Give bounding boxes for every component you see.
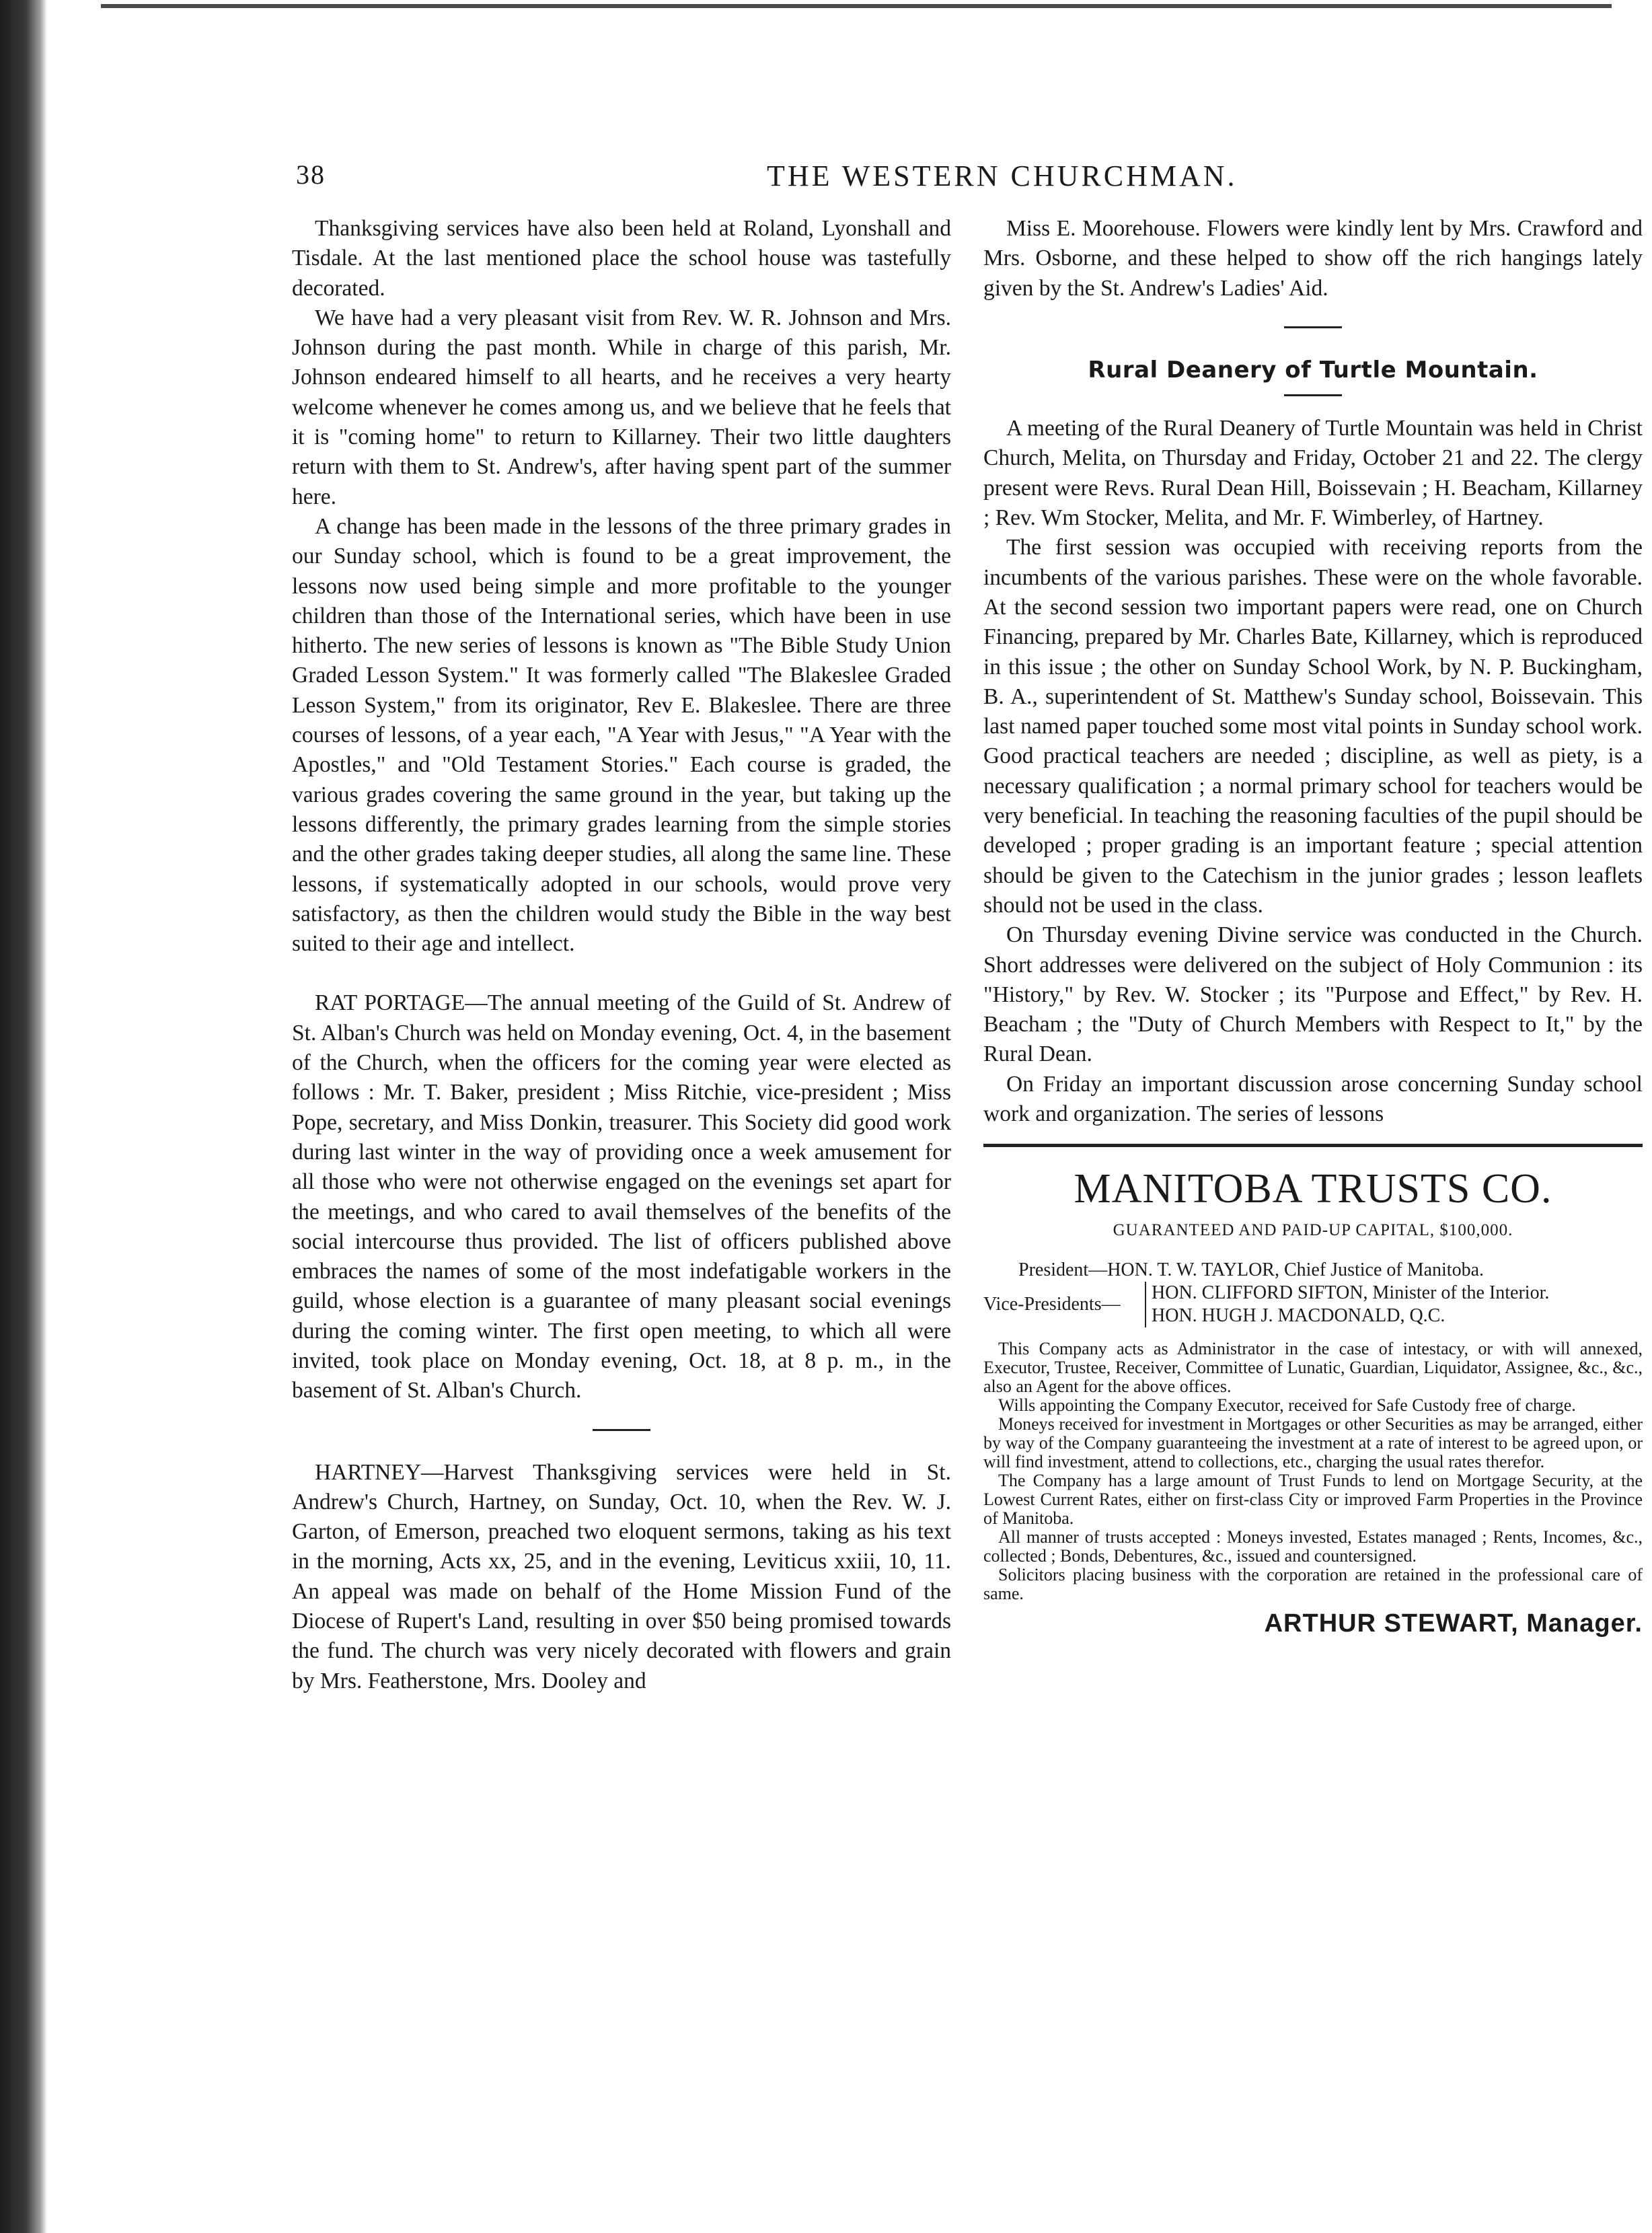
advertisement-president: President—HON. T. W. TAYLOR, Chief Justice of Manitoba. bbox=[1018, 1259, 1485, 1281]
running-head: THE WESTERN CHURCHMAN. bbox=[767, 159, 1238, 192]
advertisement-capital: GUARANTEED AND PAID-UP CAPITAL, $100,000. bbox=[1113, 1221, 1513, 1240]
top-scan-rule bbox=[101, 4, 1612, 8]
vice-presidents-list bbox=[1145, 1282, 1549, 1327]
left-column bbox=[292, 214, 951, 1696]
advertisement-rule bbox=[983, 1144, 1643, 1147]
paragraph-gap bbox=[292, 959, 951, 988]
section-separator bbox=[593, 1429, 650, 1431]
heading-rule bbox=[1284, 394, 1342, 396]
vice-presidents bbox=[983, 1282, 1643, 1327]
article-paragraph: On Thursday evening Divine service was conducted in the Church. Short addresses were delivered on the subject of Holy Communion : its "History," by Rev. W. Stocker ; its "Purpose and Effect," by Rev. H. Beacham ; the "Duty of Church Members with Respect to It," by the Rural Dean. bbox=[983, 922, 1643, 1067]
advertisement-paragraph: This Company acts as Administrator in the case of intestacy, or with will annexed, Executor, Trustee, Receiver, Committee of Lunatic, Guardian, Liquidator, Assignee, &c., &c., also an Agent for the above offices. bbox=[983, 1339, 1643, 1397]
advertisement-paragraph: Solicitors placing business with the corporation are retained in the professional care of same. bbox=[983, 1565, 1643, 1604]
article-paragraph: On Friday an important discussion arose concerning Sunday school work and organization. The series of lessons bbox=[983, 1071, 1643, 1127]
section-separator bbox=[1284, 326, 1342, 328]
article-paragraph: The first session was occupied with receiving reports from the incumbents of the various parishes. These were on the whole favorable. At the second session two important papers were read, one on Church Financing, prepared by Mr. Charles Bate, Killarney, which is reproduced in this issue ; the other on Sunday School Work, by N. P. Buckingham, B. A., superintendent of St. Matthew's Sunday school, Boissevain. This last named paper touched some most vital points in Sunday school work. Good practical teachers are needed ; discipline, as well as piety, is a necessary qualification ; a normal primary school for teachers would be very beneficial. In teaching the reasoning faculties of the pupil should be developed ; proper grading is an important feature ; special attention should be given to the Catechism in the junior grades ; lesson leaflets should not be used in the class. bbox=[983, 535, 1643, 918]
advertisement-body bbox=[983, 1340, 1643, 1603]
advertisement-paragraph: Moneys received for investment in Mortgages or other Securities as may be arranged, either by way of the Company guaranteeing the investment at a rate of interest to be agreed upon, or will find investment, attend to collections, etc., charging the usual rates therefor. bbox=[983, 1414, 1643, 1472]
vice-presidents-label: Vice-Presidents— bbox=[983, 1294, 1121, 1315]
page-number: 38 bbox=[296, 159, 326, 190]
advertisement-paragraph: Wills appointing the Company Executor, received for Safe Custody free of charge. bbox=[998, 1395, 1576, 1416]
right-column bbox=[983, 214, 1643, 1636]
hartney-report: HARTNEY—Harvest Thanksgiving services were held in St. Andrew's Church, Hartney, on Sunday, Oct. 10, when the Rev. W. J. Garton, of Emerson, preached two eloquent sermons, taking as his text in the morning, Acts xx, 25, and in the evening, Leviticus xxiii, 10, 11. An appeal was made on behalf of the Home Mission Fund of the Diocese of Rupert's Land, resulting in over $50 being promised towards the fund. The church was very nicely decorated with flowers and grain by Mrs. Featherstone, Mrs. Dooley and bbox=[292, 1459, 951, 1693]
page-header bbox=[296, 159, 1614, 199]
advertisement-manager: ARTHUR STEWART, Manager. bbox=[1264, 1609, 1643, 1638]
advertisement-paragraph: All manner of trusts accepted : Moneys invested, Estates managed ; Rents, Incomes, &c., collected ; Bonds, Debentures, &c., issued and countersigned. bbox=[983, 1527, 1643, 1566]
article-paragraph: A meeting of the Rural Deanery of Turtle Mountain was held in Christ Church, Melita, on Thursday and Friday, October 21 and 22. The clergy present were Revs. Rural Dean Hill, Boissevain ; H. Beacham, Killarney ; Rev. Wm Stocker, Melita, and Mr. F. Wimberley, of Hartney. bbox=[983, 416, 1643, 531]
article-paragraph: A change has been made in the lessons of the three primary grades in our Sunday school, which is found to be a great improvement, the lessons now used being simple and more profitable to the younger children than those of the International series, which have been in use hitherto. The new series of lessons is known as "The Bible Study Union Graded Lesson System." It was formerly called "The Blakeslee Graded Lesson System," from its originator, Rev E. Blakeslee. There are three courses of lessons, of a year each, "A Year with Jesus," "A Year with the Apostles," and "Old Testament Stories." Each course is graded, the various grades covering the same ground in the year, but taking up the lessons differently, the primary grades learning from the simple stories and the other grades taking deeper studies, all along the same line. These lessons, if systematically adopted in our schools, would prove very satisfactory, as then the children would study the Bible in the way best suited to their age and intellect. bbox=[292, 513, 951, 957]
article-paragraph: Thanksgiving services have also been held at Roland, Lyonshall and Tisdale. At the last mentioned place the school house was tastefully decorated. bbox=[292, 216, 951, 301]
article-paragraph: We have had a very pleasant visit from Rev. W. R. Johnson and Mrs. Johnson during the past month. While in charge of this parish, Mr. Johnson endeared himself to all hearts, and he receives a very hearty welcome whenever he comes among us, and we believe that he feels that it is "coming home" to return to Killarney. Their two little daughters return with them to St. Andrew's, after having spent part of the summer here. bbox=[292, 305, 951, 509]
vice-president: HON. CLIFFORD SIFTON, Minister of the Interior. bbox=[1152, 1282, 1550, 1304]
advertisement bbox=[983, 1162, 1643, 1636]
rat-portage-report: RAT PORTAGE—The annual meeting of the Guild of St. Andrew of St. Alban's Church was held on Monday evening, Oct. 4, in the basement of the Church, when the officers for the coming year were elected as follows : Mr. T. Baker, president ; Miss Ritchie, vice-president ; Miss Pope, secretary, and Miss Donkin, treasurer. This Society did good work during last winter in the way of providing once a week amusement for all those who were not otherwise engaged on the evenings set apart for the meetings, and who cared to avail themselves of the benefits of the social intercourse thus provided. The list of officers published above embraces the names of some of the most indefatigable workers in the guild, whose election is a guarantee of many pleasant social evenings during the coming winter. The first open meeting, to which all were invited, took place on Monday evening, Oct. 18, at 8 p. m., in the basement of St. Alban's Church. bbox=[292, 990, 951, 1403]
page-binding-edge bbox=[0, 0, 47, 2233]
advertisement-paragraph: The Company has a large amount of Trust Funds to lend on Mortgage Security, at the Lowest Current Rates, either on first-class City or improved Farm Properties in the Province of Manitoba. bbox=[983, 1471, 1643, 1529]
article-paragraph: Miss E. Moorehouse. Flowers were kindly lent by Mrs. Crawford and Mrs. Osborne, and these helped to show off the rich hangings lately given by the St. Andrew's Ladies' Aid. bbox=[983, 216, 1643, 301]
section-heading: Rural Deanery of Turtle Mountain. bbox=[1088, 356, 1538, 383]
vice-president: HON. HUGH J. MACDONALD, Q.C. bbox=[1152, 1305, 1446, 1327]
advertisement-title: MANITOBA TRUSTS CO. bbox=[1074, 1166, 1552, 1212]
